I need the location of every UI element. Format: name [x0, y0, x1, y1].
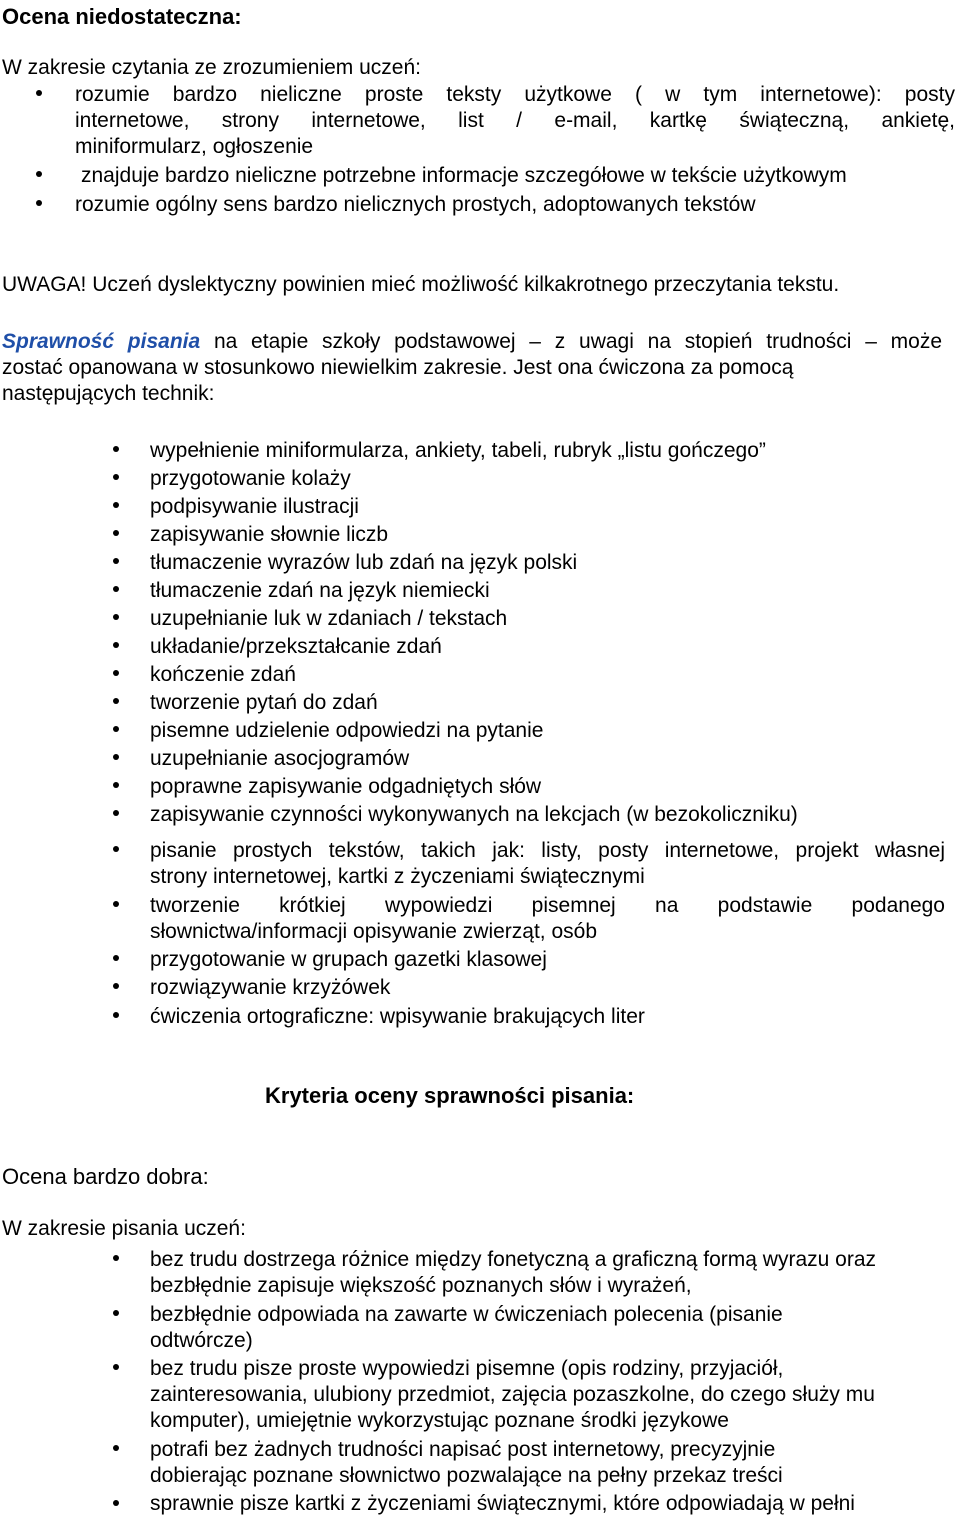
- intro-pisanie: W zakresie pisania uczeń:: [2, 1217, 246, 1240]
- heading-ocena-niedostateczna: Ocena niedostateczna:: [2, 4, 242, 29]
- bullet-icon: [113, 586, 119, 592]
- bullet-icon: [113, 502, 119, 508]
- criteria-item-1-line-1: bez trudu dostrzega różnice między fonetyczną a graficzną formą wyrazu oraz: [150, 1248, 877, 1271]
- technique-item-8: układanie/przekształcanie zdań: [150, 635, 442, 658]
- bullet-icon: [113, 1445, 119, 1451]
- list-item-reading-2: znajduje bardzo nieliczne potrzebne informacje szczegółowe w tekście użytkowym: [81, 164, 847, 187]
- bullet-icon: [113, 901, 119, 907]
- bullet-icon: [113, 754, 119, 760]
- criteria-item-4-line-2: dobierając poznane słownictwo pozwalające na pełny przekaz treści: [150, 1464, 783, 1487]
- bullet-icon: [113, 670, 119, 676]
- bullet-icon: [36, 171, 42, 177]
- emphasis-sprawnosc-pisania: Sprawność pisania: [2, 330, 201, 353]
- list-item-reading-1-line-3: miniformularz, ogłoszenie: [75, 135, 314, 158]
- technique-item-17: przygotowanie w grupach gazetki klasowej: [150, 948, 547, 971]
- criteria-item-5-line-1: sprawnie pisze kartki z życzeniami świątecznymi, które odpowiadają w pełni: [150, 1492, 855, 1515]
- bullet-icon: [113, 726, 119, 732]
- bullet-icon: [113, 955, 119, 961]
- technique-item-10: tworzenie pytań do zdań: [150, 691, 378, 714]
- technique-item-16-line-2: słownictwa/informacji opisywanie zwierząt, osób: [150, 920, 598, 943]
- heading-ocena-bardzo-dobra: Ocena bardzo dobra:: [2, 1164, 209, 1189]
- technique-item-16-line-1: tworzenie krótkiej wypowiedzi pisemnej na podstawie podanego: [150, 894, 945, 917]
- paragraph-pisanie-line-1-rest: na etapie szkoły podstawowej – z uwagi na stopień trudności – może: [213, 330, 943, 353]
- bullet-icon: [113, 846, 119, 852]
- bullet-icon: [113, 558, 119, 564]
- technique-item-19: ćwiczenia ortograficzne: wpisywanie brakujących liter: [150, 1005, 645, 1028]
- criteria-item-4-line-1: potrafi bez żadnych trudności napisać post internetowy, precyzyjnie: [150, 1438, 776, 1461]
- bullet-icon: [113, 1255, 119, 1261]
- bullet-icon: [36, 200, 42, 206]
- bullet-icon: [113, 782, 119, 788]
- paragraph-pisanie-line-1: [2, 329, 942, 355]
- technique-item-15-line-2: strony internetowej, kartki z życzeniami świątecznymi: [150, 865, 645, 888]
- bullet-icon: [113, 530, 119, 536]
- technique-item-4: zapisywanie słownie liczb: [150, 523, 389, 546]
- paragraph-pisanie-line-3: następujących technik:: [2, 382, 215, 405]
- technique-item-5: tłumaczenie wyrazów lub zdań na język polski: [150, 551, 578, 574]
- list-item-reading-3: rozumie ogólny sens bardzo nielicznych prostych, adoptowanych tekstów: [75, 193, 756, 216]
- heading-kryteria-oceny: Kryteria oceny sprawności pisania:: [265, 1083, 635, 1108]
- note-uwaga: UWAGA! Uczeń dyslektyczny powinien mieć możliwość kilkakrotnego przeczytania tekstu.: [2, 273, 840, 296]
- bullet-icon: [113, 642, 119, 648]
- bullet-icon: [36, 90, 42, 96]
- list-item-reading-1-line-2: internetowe, strony internetowe, list / e-mail, kartkę świąteczną, ankietę,: [75, 109, 955, 132]
- technique-item-7: uzupełnianie luk w zdaniach / tekstach: [150, 607, 508, 630]
- technique-item-14: zapisywanie czynności wykonywanych na lekcjach (w bezokoliczniku): [150, 803, 798, 826]
- technique-item-15-line-1: pisanie prostych tekstów, takich jak: listy, posty internetowe, projekt własnej: [150, 839, 945, 862]
- technique-item-11: pisemne udzielenie odpowiedzi na pytanie: [150, 719, 544, 742]
- paragraph-pisanie-line-2: zostać opanowana w stosunkowo niewielkim zakresie. Jest ona ćwiczona za pomocą: [2, 356, 794, 379]
- bullet-icon: [113, 698, 119, 704]
- bullet-icon: [113, 474, 119, 480]
- criteria-item-2-line-2: odtwórcze): [150, 1329, 253, 1352]
- technique-item-12: uzupełnianie asocjogramów: [150, 747, 410, 770]
- technique-item-6: tłumaczenie zdań na język niemiecki: [150, 579, 490, 602]
- criteria-item-3-line-2: zainteresowania, ulubiony przedmiot, zajęcia pozaszkolne, do czego służy mu: [150, 1383, 875, 1406]
- technique-item-3: podpisywanie ilustracji: [150, 495, 359, 518]
- bullet-icon: [113, 1012, 119, 1018]
- bullet-icon: [113, 446, 119, 452]
- technique-item-1: wypełnienie miniformularza, ankiety, tabeli, rubryk „listu gończego”: [150, 439, 766, 462]
- list-item-reading-1-line-1: rozumie bardzo nieliczne proste teksty użytkowe ( w tym internetowe): posty: [75, 83, 955, 106]
- bullet-icon: [113, 1310, 119, 1316]
- bullet-icon: [113, 1500, 119, 1506]
- criteria-item-1-line-2: bezbłędnie zapisuje większość poznanych słów i wyrażeń,: [150, 1274, 692, 1297]
- criteria-item-2-line-1: bezbłędnie odpowiada na zawarte w ćwiczeniach polecenia (pisanie: [150, 1303, 783, 1326]
- bullet-icon: [113, 1364, 119, 1370]
- technique-item-2: przygotowanie kolaży: [150, 467, 351, 490]
- bullet-icon: [113, 983, 119, 989]
- criteria-item-3-line-3: komputer), umiejętnie wykorzystując poznane środki językowe: [150, 1409, 729, 1432]
- technique-item-13: poprawne zapisywanie odgadniętych słów: [150, 775, 542, 798]
- bullet-icon: [113, 614, 119, 620]
- criteria-item-3-line-1: bez trudu pisze proste wypowiedzi pisemne (opis rodziny, przyjaciół,: [150, 1357, 784, 1380]
- intro-czytanie: W zakresie czytania ze zrozumieniem uczeń:: [2, 56, 421, 79]
- technique-item-18: rozwiązywanie krzyżówek: [150, 976, 391, 999]
- bullet-icon: [113, 810, 119, 816]
- technique-item-9: kończenie zdań: [150, 663, 296, 686]
